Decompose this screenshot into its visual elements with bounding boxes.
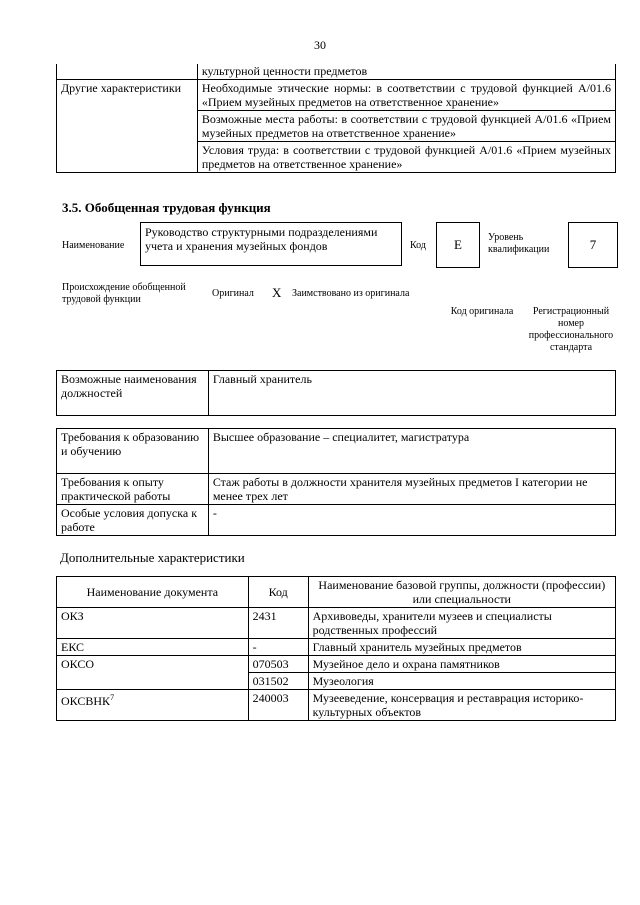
header-group-name: Наименование базовой группы, должности (профессии) или специальности (308, 577, 615, 608)
code-cell: 031502 (248, 673, 308, 690)
doc-name: ОКСВНК (61, 694, 111, 708)
header-code: Код (248, 577, 308, 608)
code-cell: 2431 (248, 608, 308, 639)
req-special-value: - (208, 505, 615, 536)
req-education-value: Высшее образование – специалитет, магистратура (208, 429, 615, 474)
workplaces: Возможные места работы: в соответствии с трудовой функцией А/01.6 «Прием музейных предметов на ответственное хранение» (197, 111, 615, 142)
group-name-cell: Музейное дело и охрана памятников (308, 656, 615, 673)
group-name-cell: Главный хранитель музейных предметов (308, 639, 615, 656)
doc-cell (57, 690, 249, 721)
borrowed-label: Заимствовано из оригинала (292, 288, 410, 299)
name-label: Наименование (62, 240, 125, 251)
additional-title: Дополнительные характеристики (60, 550, 245, 565)
table-row (57, 690, 616, 721)
level-label: Уровень квалификации (488, 232, 550, 255)
row-label-other: Другие характеристики (57, 80, 198, 173)
req-experience-label: Требования к опыту практической работы (57, 474, 209, 505)
req-experience-value: Стаж работы в должности хранителя музейных предметов I категории не менее трех лет (208, 474, 615, 505)
code-cell: 240003 (248, 690, 308, 721)
header-document: Наименование документа (57, 577, 249, 608)
page-number: 30 (314, 38, 326, 52)
doc-cell: ОКЗ (57, 608, 249, 639)
ethics-norms: Необходимые этические нормы: в соответствии с трудовой функцией А/01.6 «Прием музейных предметов на ответственное хранение» (197, 80, 615, 111)
continued-text: культурной ценности предметов (197, 64, 615, 80)
group-name-cell: Архивоведы, хранители музеев и специалисты родственных профессий (308, 608, 615, 639)
doc-cell: ЕКС (57, 639, 249, 656)
positions-label: Возможные наименования должностей (57, 371, 209, 416)
original-mark: X (272, 285, 282, 300)
other-characteristics-table (56, 64, 616, 173)
code-cell: - (248, 639, 308, 656)
origin-code-label: Код оригинала (450, 306, 514, 317)
group-name-cell: Музееведение, консервация и реставрация историко-культурных объектов (308, 690, 615, 721)
code-label: Код (410, 240, 426, 251)
req-education-label: Требования к образованию и обучению (57, 429, 209, 474)
table-row (57, 639, 616, 656)
original-label: Оригинал (212, 288, 254, 299)
work-conditions: Условия труда: в соответствии с трудовой функцией А/01.6 «Прием музейных предметов на ответственное хранение» (197, 142, 615, 173)
table-row (57, 656, 616, 673)
code-cell: 070503 (248, 656, 308, 673)
table-row (57, 608, 616, 639)
origin-label: Происхождение обобщенной трудовой функции (62, 282, 186, 305)
level-value: 7 (568, 222, 618, 268)
positions-table (56, 370, 616, 416)
group-name-cell: Музеология (308, 673, 615, 690)
function-name: Руководство структурными подразделениями учета и хранения музейных фондов (140, 222, 402, 266)
additional-table (56, 576, 616, 721)
doc-cell: ОКСО (57, 656, 249, 690)
reg-number-label: Регистрационный номер профессионального стандарта (528, 306, 614, 353)
req-special-label: Особые условия допуска к работе (57, 505, 209, 536)
code-value: E (436, 222, 480, 268)
requirements-table (56, 428, 616, 536)
section-title: 3.5. Обобщенная трудовая функция (62, 200, 271, 215)
positions-value: Главный хранитель (208, 371, 615, 416)
footnote-marker: 7 (110, 693, 115, 702)
